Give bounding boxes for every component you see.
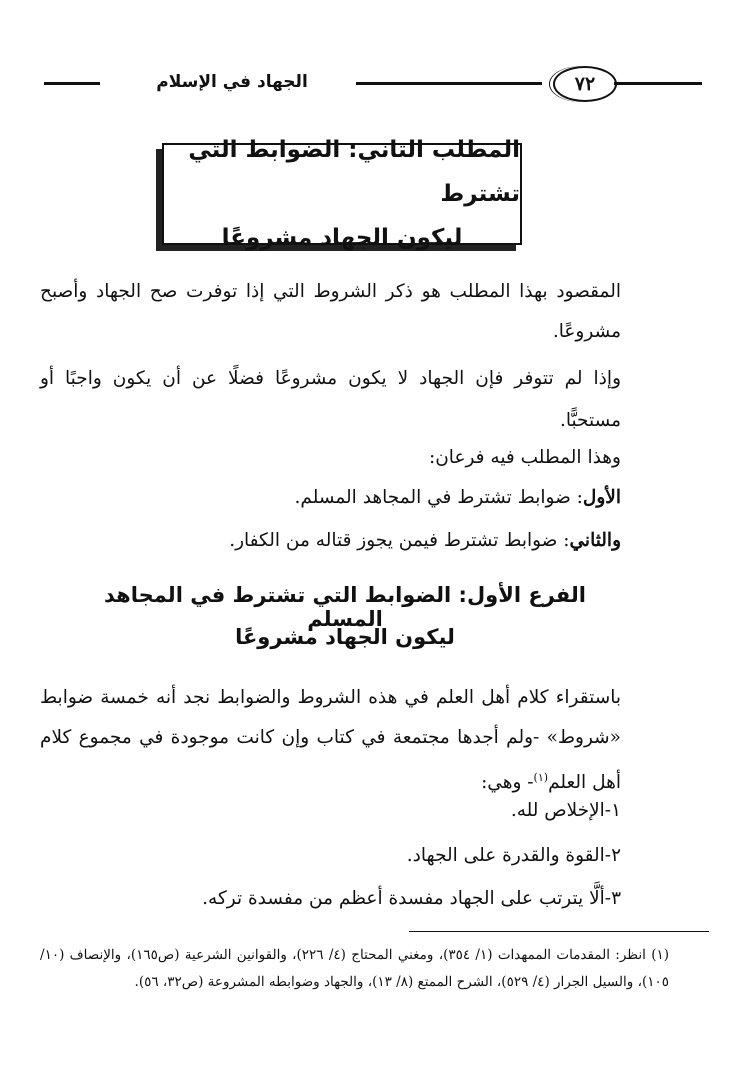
branch-item-second bbox=[229, 530, 621, 551]
footnote: (١) انظر: المقدمات الممهدات (١/ ٣٥٤)، ومغني المحتاج (٤/ ٢٢٦)، والقوانين الشرعية (ص١٦٥)، والإنصاف (١٠/ ١٠٥)، والسيل الجرار (٤/ ٥٢٩)، الشرح الممتع (٨/ ١٣)، والجهاد وضوابطه المشروعة (ص٣٢، ٥٦). bbox=[40, 947, 670, 990]
list-item: ١-الإخلاص لله. bbox=[510, 800, 621, 821]
conditions-intro-end: - وهي: bbox=[481, 772, 534, 794]
running-header bbox=[40, 62, 702, 112]
branch-title-line1: الفرع الأول: الضوابط التي تشترط في المجاهد المسلم bbox=[104, 583, 586, 631]
footnote-reference: (١) bbox=[533, 771, 549, 784]
paragraph-purpose: المقصود بهذا المطلب هو ذكر الشروط التي إذا توفرت صح الجهاد وأصبح مشروعًا. bbox=[40, 281, 621, 342]
running-title: الجهاد في الإسلام bbox=[156, 72, 308, 92]
conditions-intro-text: باستقراء كلام أهل العلم في هذه الشروط والضوابط نجد أنه خمسة ضوابط «شروط» -ولم أجدها مجتمعة في كتاب وإن كانت موجودة في مجموع كلام أهل العلم bbox=[40, 687, 621, 794]
branch-first-text: : ضوابط تشترط في المجاهد المسلم. bbox=[294, 487, 583, 508]
page-number: ٧٢ bbox=[553, 66, 617, 102]
header-rule-left bbox=[44, 82, 100, 85]
paragraph-branches-intro: وهذا المطلب فيه فرعان: bbox=[428, 447, 621, 468]
branch-second-text: : ضوابط تشترط فيمن يجوز قتاله من الكفار. bbox=[229, 530, 570, 551]
branch-item-first bbox=[295, 487, 621, 508]
paragraph-conditions-intro bbox=[40, 678, 621, 803]
header-rule-middle bbox=[356, 82, 542, 85]
list-item: ٢-القوة والقدرة على الجهاد. bbox=[406, 845, 621, 866]
header-rule-right bbox=[614, 82, 702, 85]
branch-title-line2: ليكون الجهاد مشروعًا bbox=[235, 625, 455, 649]
branch-second-label: والثاني bbox=[569, 530, 621, 551]
footnote-separator bbox=[409, 931, 709, 932]
section-title-line2: ليكون الجهاد مشروعًا bbox=[221, 225, 463, 251]
section-title-box bbox=[162, 137, 522, 251]
section-title-line1: المطلب الثاني: الضوابط التي تشترط bbox=[188, 137, 520, 207]
list-item: ٣-ألَّا يترتب على الجهاد مفسدة أعظم من مفسدة تركه. bbox=[202, 888, 621, 909]
paragraph-condition: وإذا لم تتوفر فإن الجهاد لا يكون مشروعًا فضلًا عن أن يكون واجبًا أو مستحبًّا. bbox=[40, 368, 621, 431]
branch-first-label: الأول bbox=[582, 487, 621, 508]
